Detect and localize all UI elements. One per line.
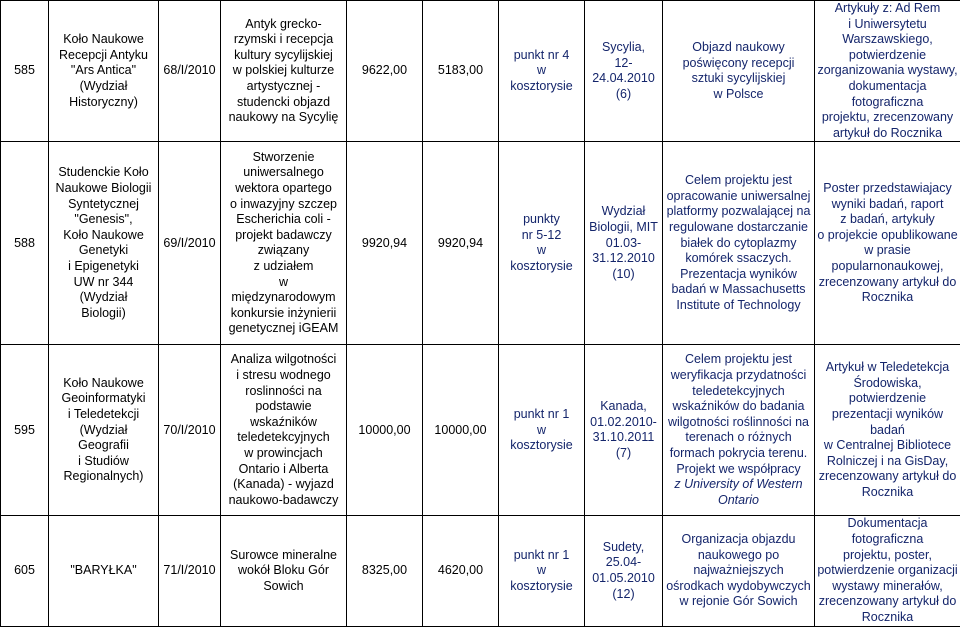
club-name: Koło Naukowe Geoinformatyki i Teledetekcji (Wydział Geografii i Studiów Regionalnych) xyxy=(49,345,159,516)
cost-total: 9622,00 xyxy=(347,1,423,142)
project-results: Poster przedstawiajacy wyniki badań, raport z badań, artykuły o projekcie opublikowane w prasie popularnonaukowej, zrecenzowany artykuł do Rocznika xyxy=(815,142,960,345)
project-code: 68/I/2010 xyxy=(159,1,221,142)
project-goal: Celem projektu jest weryfikacja przydatności teledetekcyjnych wskaźników do badania wilgotności roślinności na terenach o różnych formach pokrycia terenu. Projekt we współpracy z University of Western Ontario xyxy=(663,345,815,516)
project-results: Artykuły z: Ad Rem i Uniwersytetu Warszawskiego, potwierdzenie zorganizowania wystawy, dokumentacja fotograficzna projektu, zrecenzowany artykuł do Rocznika xyxy=(815,1,960,142)
table-row xyxy=(1,142,960,345)
place-date: Wydział Biologii, MIT 01.03- 31.12.2010 (10) xyxy=(585,142,663,345)
project-goal: Organizacja objazdu naukowego po najważniejszych ośrodkach wydobywczych w rejonie Gór Sowich xyxy=(663,516,815,626)
club-name: Studenckie Koło Naukowe Biologii Syntetycznej "Genesis", Koło Naukowe Genetyki i Epigenetyki UW nr 344 (Wydział Biologii) xyxy=(49,142,159,345)
table-row xyxy=(1,345,960,516)
row-number: 585 xyxy=(1,1,49,142)
place-date: Kanada, 01.02.2010- 31.10.2011 (7) xyxy=(585,345,663,516)
cost-total: 9920,94 xyxy=(347,142,423,345)
club-name: "BARYŁKA" xyxy=(49,516,159,626)
cost-total: 10000,00 xyxy=(347,345,423,516)
place-date: Sycylia, 12-24.04.2010 (6) xyxy=(585,1,663,142)
table-row xyxy=(1,1,960,142)
budget-item: punkt nr 1 w kosztorysie xyxy=(499,516,585,626)
place-date: Sudety, 25.04- 01.05.2010 (12) xyxy=(585,516,663,626)
row-number: 588 xyxy=(1,142,49,345)
row-number: 605 xyxy=(1,516,49,626)
budget-item: punkt nr 1 w kosztorysie xyxy=(499,345,585,516)
cost-granted: 10000,00 xyxy=(423,345,499,516)
cost-granted: 4620,00 xyxy=(423,516,499,626)
project-goal: Celem projektu jest opracowanie uniwersalnej platformy pozwalającej na regulowane dostarczanie białek do cytoplazmy komórek ssaczych. Prezentacja wyników badań w Massachusetts Institute of Technology xyxy=(663,142,815,345)
budget-item: punkty nr 5-12 w kosztorysie xyxy=(499,142,585,345)
project-title: Stworzenie uniwersalnego wektora opartego o inwazyjny szczep Escherichia coli - projekt badawczy związany z udziałem w międzynarodowym konkursie inżynierii genetycznej iGEAM xyxy=(221,142,347,345)
project-code: 69/I/2010 xyxy=(159,142,221,345)
project-title: Analiza wilgotności i stresu wodnego roslinności na podstawie wskaźników teledetekcyjnych w prowincjach Ontario i Alberta (Kanada) - wyjazd naukowo-badawczy xyxy=(221,345,347,516)
cost-granted: 9920,94 xyxy=(423,142,499,345)
project-code: 70/I/2010 xyxy=(159,345,221,516)
project-code: 71/I/2010 xyxy=(159,516,221,626)
project-title: Surowce mineralne wokół Bloku Gór Sowich xyxy=(221,516,347,626)
table-row xyxy=(1,516,960,626)
row-number: 595 xyxy=(1,345,49,516)
project-goal: Objazd naukowy poświęcony recepcji sztuki sycylijskiej w Polsce xyxy=(663,1,815,142)
club-name: Koło Naukowe Recepcji Antyku "Ars Antica" (Wydział Historyczny) xyxy=(49,1,159,142)
cost-total: 8325,00 xyxy=(347,516,423,626)
project-results: Artykuł w Teledetekcja Środowiska, potwierdzenie prezentacji wyników badań w Centralnej Bibliotece Rolniczej i na GisDay, zrecenzowany artykuł do Rocznika xyxy=(815,345,960,516)
budget-item: punkt nr 4 w kosztorysie xyxy=(499,1,585,142)
cost-granted: 5183,00 xyxy=(423,1,499,142)
project-title: Antyk grecko- rzymski i recepcja kultury sycylijskiej w polskiej kulturze artystycznej - studencki objazd naukowy na Sycylię xyxy=(221,1,347,142)
project-results: Dokumentacja fotograficzna projektu, poster, potwierdzenie organizacji wystawy minerałów, zrecenzowany artykuł do Rocznika xyxy=(815,516,960,626)
